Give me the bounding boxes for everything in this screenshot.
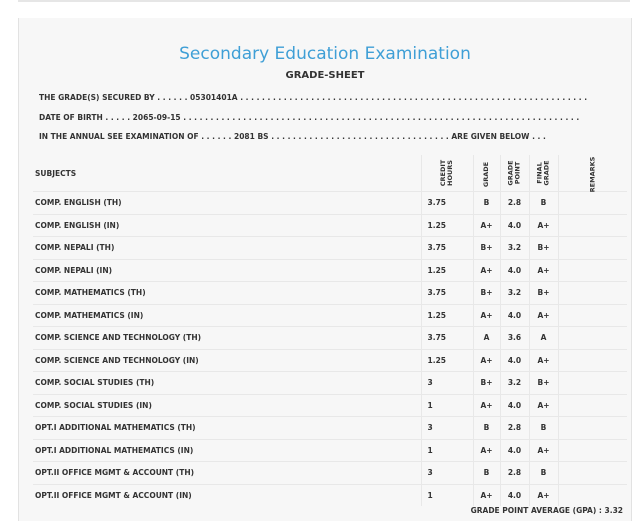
remarks-cell xyxy=(558,462,627,485)
subject-cell: COMP. SOCIAL STUDIES (IN) xyxy=(33,394,421,417)
table-row xyxy=(33,484,627,506)
grade-cell: B+ xyxy=(473,282,500,305)
remarks-cell xyxy=(558,282,627,305)
final-grade-cell: A+ xyxy=(529,349,558,372)
grade-cell: A+ xyxy=(473,394,500,417)
remarks-cell xyxy=(558,304,627,327)
subject-cell: COMP. SOCIAL STUDIES (TH) xyxy=(33,372,421,395)
credit-cell: 3.75 xyxy=(421,327,473,350)
remarks-cell xyxy=(558,484,627,506)
table-row xyxy=(33,417,627,440)
subject-cell: OPT.I ADDITIONAL MATHEMATICS (IN) xyxy=(33,439,421,462)
final-grade-cell: A+ xyxy=(529,484,558,506)
grade-point-cell: 4.0 xyxy=(500,214,529,237)
final-grade-cell: B xyxy=(529,462,558,485)
header-grade-point: GRADE POINT xyxy=(500,155,529,192)
table-row xyxy=(33,237,627,260)
final-grade-cell: A+ xyxy=(529,304,558,327)
page-subtitle: GRADE-SHEET xyxy=(285,70,365,81)
subject-cell: COMP. NEPALI (IN) xyxy=(33,259,421,282)
remarks-cell xyxy=(558,259,627,282)
remarks-cell xyxy=(558,417,627,440)
table-row xyxy=(33,394,627,417)
final-grade-cell: A xyxy=(529,327,558,350)
grade-cell: A+ xyxy=(473,304,500,327)
table-header-row xyxy=(33,155,627,192)
credit-cell: 3 xyxy=(421,462,473,485)
header-final-grade: FINAL GRADE xyxy=(529,155,558,192)
grade-cell: A xyxy=(473,327,500,350)
grade-cell: B xyxy=(473,417,500,440)
info-date-of-birth: DATE OF BIRTH . . . . . 2065-09-15 . . . . . . . . . . . . . . . . . . . . . . . . . . . . . . . . . . . . . . . . . . . . . . . . . . . . . . . . . . . . . . . . . . . . . . . . . xyxy=(39,113,580,122)
grade-cell: A+ xyxy=(473,439,500,462)
final-grade-cell: A+ xyxy=(529,259,558,282)
header-credit-hours: CREDIT HOURS xyxy=(421,155,473,192)
final-grade-cell: B xyxy=(529,417,558,440)
credit-cell: 3 xyxy=(421,417,473,440)
subject-cell: OPT.II OFFICE MGMT & ACCOUNT (IN) xyxy=(33,484,421,506)
grade-point-cell: 2.8 xyxy=(500,417,529,440)
grade-point-cell: 2.8 xyxy=(500,192,529,215)
credit-cell: 1.25 xyxy=(421,304,473,327)
grade-cell: B xyxy=(473,192,500,215)
subject-cell: COMP. SCIENCE AND TECHNOLOGY (TH) xyxy=(33,327,421,350)
final-grade-cell: B+ xyxy=(529,282,558,305)
credit-cell: 1 xyxy=(421,484,473,506)
grade-cell: A+ xyxy=(473,214,500,237)
grade-point-cell: 4.0 xyxy=(500,394,529,417)
grade-point-cell: 4.0 xyxy=(500,304,529,327)
grade-point-cell: 4.0 xyxy=(500,349,529,372)
credit-cell: 3.75 xyxy=(421,282,473,305)
table-row xyxy=(33,282,627,305)
final-grade-cell: B+ xyxy=(529,372,558,395)
table-row xyxy=(33,327,627,350)
subject-cell: COMP. MATHEMATICS (IN) xyxy=(33,304,421,327)
grade-point-cell: 3.2 xyxy=(500,372,529,395)
grade-point-cell: 3.2 xyxy=(500,282,529,305)
grades-table xyxy=(33,155,627,506)
remarks-cell xyxy=(558,237,627,260)
page-title: Secondary Education Examination xyxy=(179,44,471,64)
grade-sheet xyxy=(18,18,632,521)
grade-cell: A+ xyxy=(473,259,500,282)
table-row xyxy=(33,259,627,282)
header-remarks: REMARKS xyxy=(558,155,627,192)
grade-point-cell: 2.8 xyxy=(500,462,529,485)
gpa-summary: GRADE POINT AVERAGE (GPA) : 3.32 xyxy=(470,506,623,515)
subject-cell: COMP. MATHEMATICS (TH) xyxy=(33,282,421,305)
table-row xyxy=(33,439,627,462)
subject-cell: COMP. SCIENCE AND TECHNOLOGY (IN) xyxy=(33,349,421,372)
grade-point-cell: 3.6 xyxy=(500,327,529,350)
grade-point-cell: 4.0 xyxy=(500,484,529,506)
credit-cell: 3 xyxy=(421,372,473,395)
grade-cell: A+ xyxy=(473,484,500,506)
header-grade: GRADE xyxy=(473,155,500,192)
credit-cell: 1 xyxy=(421,439,473,462)
credit-cell: 3.75 xyxy=(421,237,473,260)
grade-point-cell: 3.2 xyxy=(500,237,529,260)
header-subjects: SUBJECTS xyxy=(35,168,77,178)
grade-cell: B+ xyxy=(473,237,500,260)
grade-point-cell: 4.0 xyxy=(500,259,529,282)
grade-cell: A+ xyxy=(473,349,500,372)
credit-cell: 1.25 xyxy=(421,259,473,282)
table-row xyxy=(33,372,627,395)
info-secured-by: THE GRADE(S) SECURED BY . . . . . . 05301401A . . . . . . . . . . . . . . . . . . . . . . . . . . . . . . . . . . . . . . . . . . . . . . . . . . . . . . . . . . . . . . . . xyxy=(39,93,588,102)
remarks-cell xyxy=(558,192,627,215)
grade-cell: B xyxy=(473,462,500,485)
top-divider xyxy=(18,0,630,2)
table-row xyxy=(33,214,627,237)
final-grade-cell: A+ xyxy=(529,214,558,237)
final-grade-cell: A+ xyxy=(529,394,558,417)
subject-cell: OPT.I ADDITIONAL MATHEMATICS (TH) xyxy=(33,417,421,440)
subject-cell: COMP. NEPALI (TH) xyxy=(33,237,421,260)
final-grade-cell: A+ xyxy=(529,439,558,462)
subject-cell: COMP. ENGLISH (IN) xyxy=(33,214,421,237)
remarks-cell xyxy=(558,439,627,462)
remarks-cell xyxy=(558,394,627,417)
grade-cell: B+ xyxy=(473,372,500,395)
final-grade-cell: B xyxy=(529,192,558,215)
table-row xyxy=(33,304,627,327)
final-grade-cell: B+ xyxy=(529,237,558,260)
remarks-cell xyxy=(558,327,627,350)
credit-cell: 3.75 xyxy=(421,192,473,215)
table-row xyxy=(33,192,627,215)
info-exam: IN THE ANNUAL SEE EXAMINATION OF . . . . . . 2081 BS . . . . . . . . . . . . . . . . . . . . . . . . . . . . . . . . . ARE GIVEN BELOW . . . xyxy=(39,132,546,141)
credit-cell: 1 xyxy=(421,394,473,417)
grade-point-cell: 4.0 xyxy=(500,439,529,462)
remarks-cell xyxy=(558,372,627,395)
credit-cell: 1.25 xyxy=(421,349,473,372)
subject-cell: COMP. ENGLISH (TH) xyxy=(33,192,421,215)
credit-cell: 1.25 xyxy=(421,214,473,237)
table-row xyxy=(33,349,627,372)
remarks-cell xyxy=(558,349,627,372)
table-row xyxy=(33,462,627,485)
subject-cell: OPT.II OFFICE MGMT & ACCOUNT (TH) xyxy=(33,462,421,485)
remarks-cell xyxy=(558,214,627,237)
